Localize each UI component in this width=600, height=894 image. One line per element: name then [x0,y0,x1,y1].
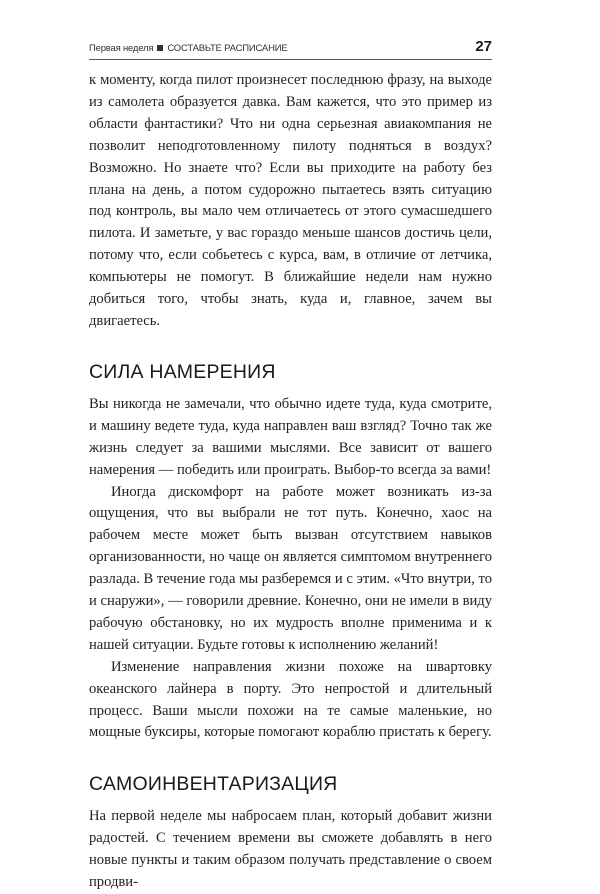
page-body [89,70,492,894]
section-heading-self-inventory: САМОИНВЕНТАРИЗАЦИЯ [89,773,338,796]
intention-paragraph-3: Изменение направления жизни похоже на швартовку океанского лайнера в порту. Это непростой и длительный процесс. Ваши мысли похожи на те самые маленькие, но мощные буксиры, которые помогают кораблю пристать к берегу. [89,658,492,741]
intention-paragraph-2: Иногда дискомфорт на работе может возникать из-за ощущения, что вы выбрали не тот путь. Конечно, хаос на рабочем месте может быть вызван отсутствием навыков организованности, но чаще он является симптомом внутреннего разлада. В течение года мы разберемся и с этим. «Что внутри, то и снаружи», — говорили древние. Конечно, они не имели в виду рабочую обстановку, но их мудрость вполне применима и к нашей ситуации. Будьте готовы к исполнению желаний! [89,483,492,653]
intro-paragraph: к моменту, когда пилот произнесет последнюю фразу, на выходе из самолета образуется давка. Вам кажется, что это пример из области фантастики? Что ни одна серьезная авиакомпания не позволит неподготовленному пилоту подняться в воздух? Возможно. Но знаете что? Если вы приходите на работу без плана на день, а потом судорожно пытаетесь взять ситуацию под контроль, вы мало чем отличаетесь от этого сумасшедшего пилота. И заметьте, у вас гораздо меньше шансов достичь цели, потому что, если собьетесь с курса, вам, в отличие от летчика, компьютеры не помогут. В ближайшие недели нам нужно добиться того, чтобы знать, куда и, главное, зачем вы двигаетесь. [89,72,492,329]
section-heading-intention: СИЛА НАМЕРЕНИЯ [89,360,276,383]
self-inventory-paragraph-1: На первой неделе мы набросаем план, который добавит жизни радостей. С течением времени вы сможете добавлять в него новые пункты и таким образом получать представление о своем продви- [89,808,492,891]
separator-square-icon [157,45,163,51]
intention-paragraph-1: Вы никогда не замечали, что обычно идете туда, куда смотрите, и машину ведете туда, куда направлен ваш взгляд? Точно так же жизнь следует за вашими мыслями. Все зависит от вашего намерения — победить или проиграть. Выбор-то всегда за вами! [89,395,492,478]
running-head-title [89,43,288,54]
header-rule [89,59,492,60]
running-head-section: СОСТАВЬТЕ РАСПИСАНИЕ [167,43,288,54]
running-head-chapter: Первая неделя [89,43,154,54]
page-number: 27 [475,38,492,55]
running-head [89,38,492,58]
